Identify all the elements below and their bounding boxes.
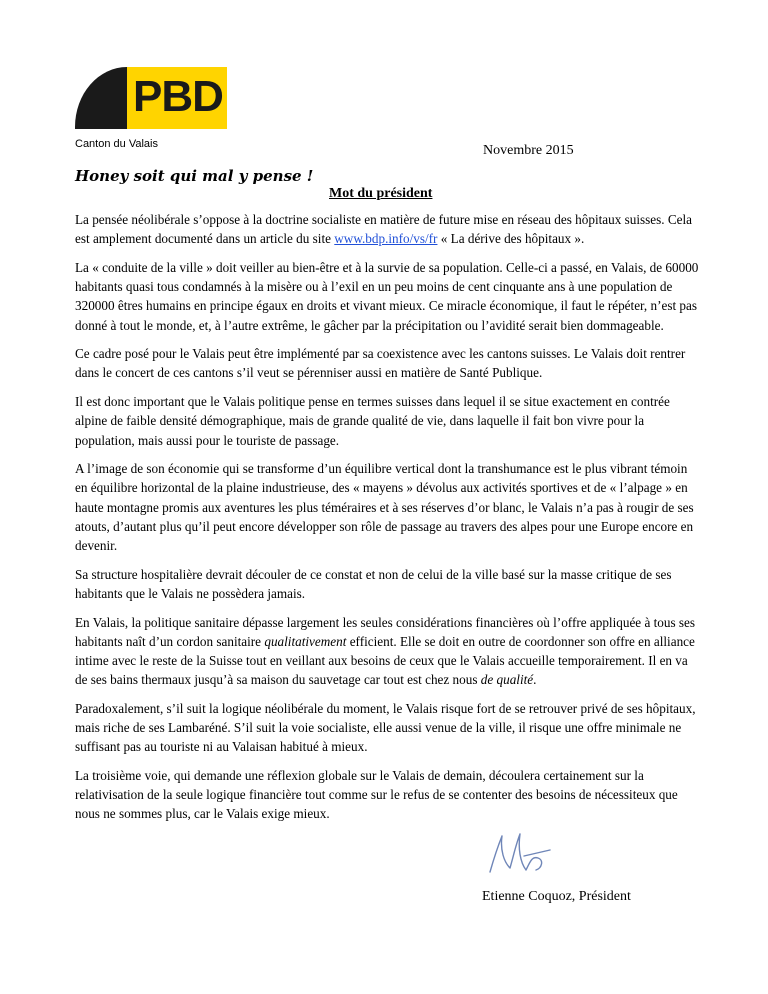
- canton-label: Canton du Valais: [75, 138, 158, 150]
- paragraph-3: Ce cadre posé pour le Valais peut être implémenté par sa coexistence avec les cantons suisses. Le Valais doit rentrer dans le concert de ces cantons s’il veut se pérenniser aussi en matière de Santé Publique.: [75, 346, 686, 381]
- signer-name: Etienne Coquoz, Président: [482, 889, 631, 904]
- motto: Honey soit qui mal y pense !: [75, 167, 314, 185]
- pbd-logo: [75, 67, 227, 129]
- paragraph-1-text: La pensée néolibérale s’oppose à la doctrine socialiste en matière de future mise en réseau des hôpitaux suisses. Cela est amplement documenté dans un article du site: [75, 212, 693, 247]
- paragraph-1: [75, 210, 700, 248]
- letter-body: [75, 210, 700, 833]
- page-title: Mot du président: [329, 186, 433, 201]
- paragraph-6: Sa structure hospitalière devrait découler de ce constat et non de celui de la ville basé sur la masse critique de ses habitants que le Valais ne possèdera jamais.: [75, 566, 672, 601]
- paragraph-7-end: .: [533, 672, 537, 688]
- site-link[interactable]: www.bdp.info/vs/fr: [334, 231, 438, 247]
- paragraph-7-text: En Valais, la politique sanitaire dépasse largement les seules considérations financières où l’offre appliquée à tous ses habitants naît d’un cordon sanitaire: [75, 614, 695, 649]
- letter-date: Novembre 2015: [483, 143, 574, 158]
- paragraph-9: La troisième voie, qui demande une réflexion globale sur le Valais de demain, découlera certainement sur la relativisation de la seule logique financière tout comme sur le refus de se contenter des besoins de nécessiteux que nous ne sommes plus, car le Valais exige mieux.: [75, 768, 678, 822]
- paragraph-7-emphasis-1: qualitativement: [264, 633, 347, 649]
- paragraph-7-middle: efficient. Elle se doit en outre de coordonner son offre en alliance intime avec le reste de la Suisse tout en veillant aux besoins de ceux que le Valais accueille temporairement. Il en va de ses bains thermaux jusqu’à sa maison du sauvetage car tout est chez nous: [75, 633, 695, 688]
- paragraph-1-end: « La dérive des hôpitaux ».: [437, 231, 585, 247]
- paragraph-8: Paradoxalement, s’il suit la logique néolibérale du moment, le Valais risque fort de se retrouver privé de ses hôpitaux, mais riche de ses Lambaréné. S’il suit la voie socialiste, elle aussi venue de la ville, il risque une offre minimale ne suffisant pas au touriste ni au Valaisan habitué à mieux.: [75, 700, 696, 755]
- paragraph-4: Il est donc important que le Valais politique pense en termes suisses dans lequel il se situe exactement en contrée alpine de faible densité démographique, mais de grande qualité de vie, dans laquelle il fait bon vivre pour la population, mais aussi pour le touriste de passage.: [75, 394, 670, 448]
- paragraph-7: [75, 613, 700, 690]
- paragraph-7-emphasis-2: de qualité: [480, 672, 534, 688]
- handwritten-signature: [480, 828, 580, 880]
- logo-black-shape: [75, 67, 127, 129]
- paragraph-2: La « conduite de la ville » doit veiller au bien-être et à la survie de sa population. Celle-ci a passé, en Valais, de 60000 habitants quasi tous condamnés à la misère ou à l’exil en un peu moins de cent cinquante ans à une population de 320000 êtres humains en principe égaux en droits et vivant mieux. Ce miracle économique, il faut le répéter, n’est pas donné à tout le monde, et, à l’autre extrême, le gâcher par la précipitation ou l’avidité serait bien dommageable.: [75, 259, 699, 333]
- logo-text: PBD: [133, 72, 223, 121]
- paragraph-5: A l’image de son économie qui se transforme d’un équilibre vertical dont la transhumance est le plus vibrant témoin en équilibre horizontal de la plaine industrieuse, des « mayens » dévolus aux activités sportives et de « l’alpage » en haute montagne promis aux aventures les plus téméraires et à ses réserves d’or blanc, le Valais n’a pas à rougir de ses atouts, d’autant plus qu’il peut encore développer son rôle de passage au travers des alpes pour une Europe encore en devenir.: [75, 461, 694, 554]
